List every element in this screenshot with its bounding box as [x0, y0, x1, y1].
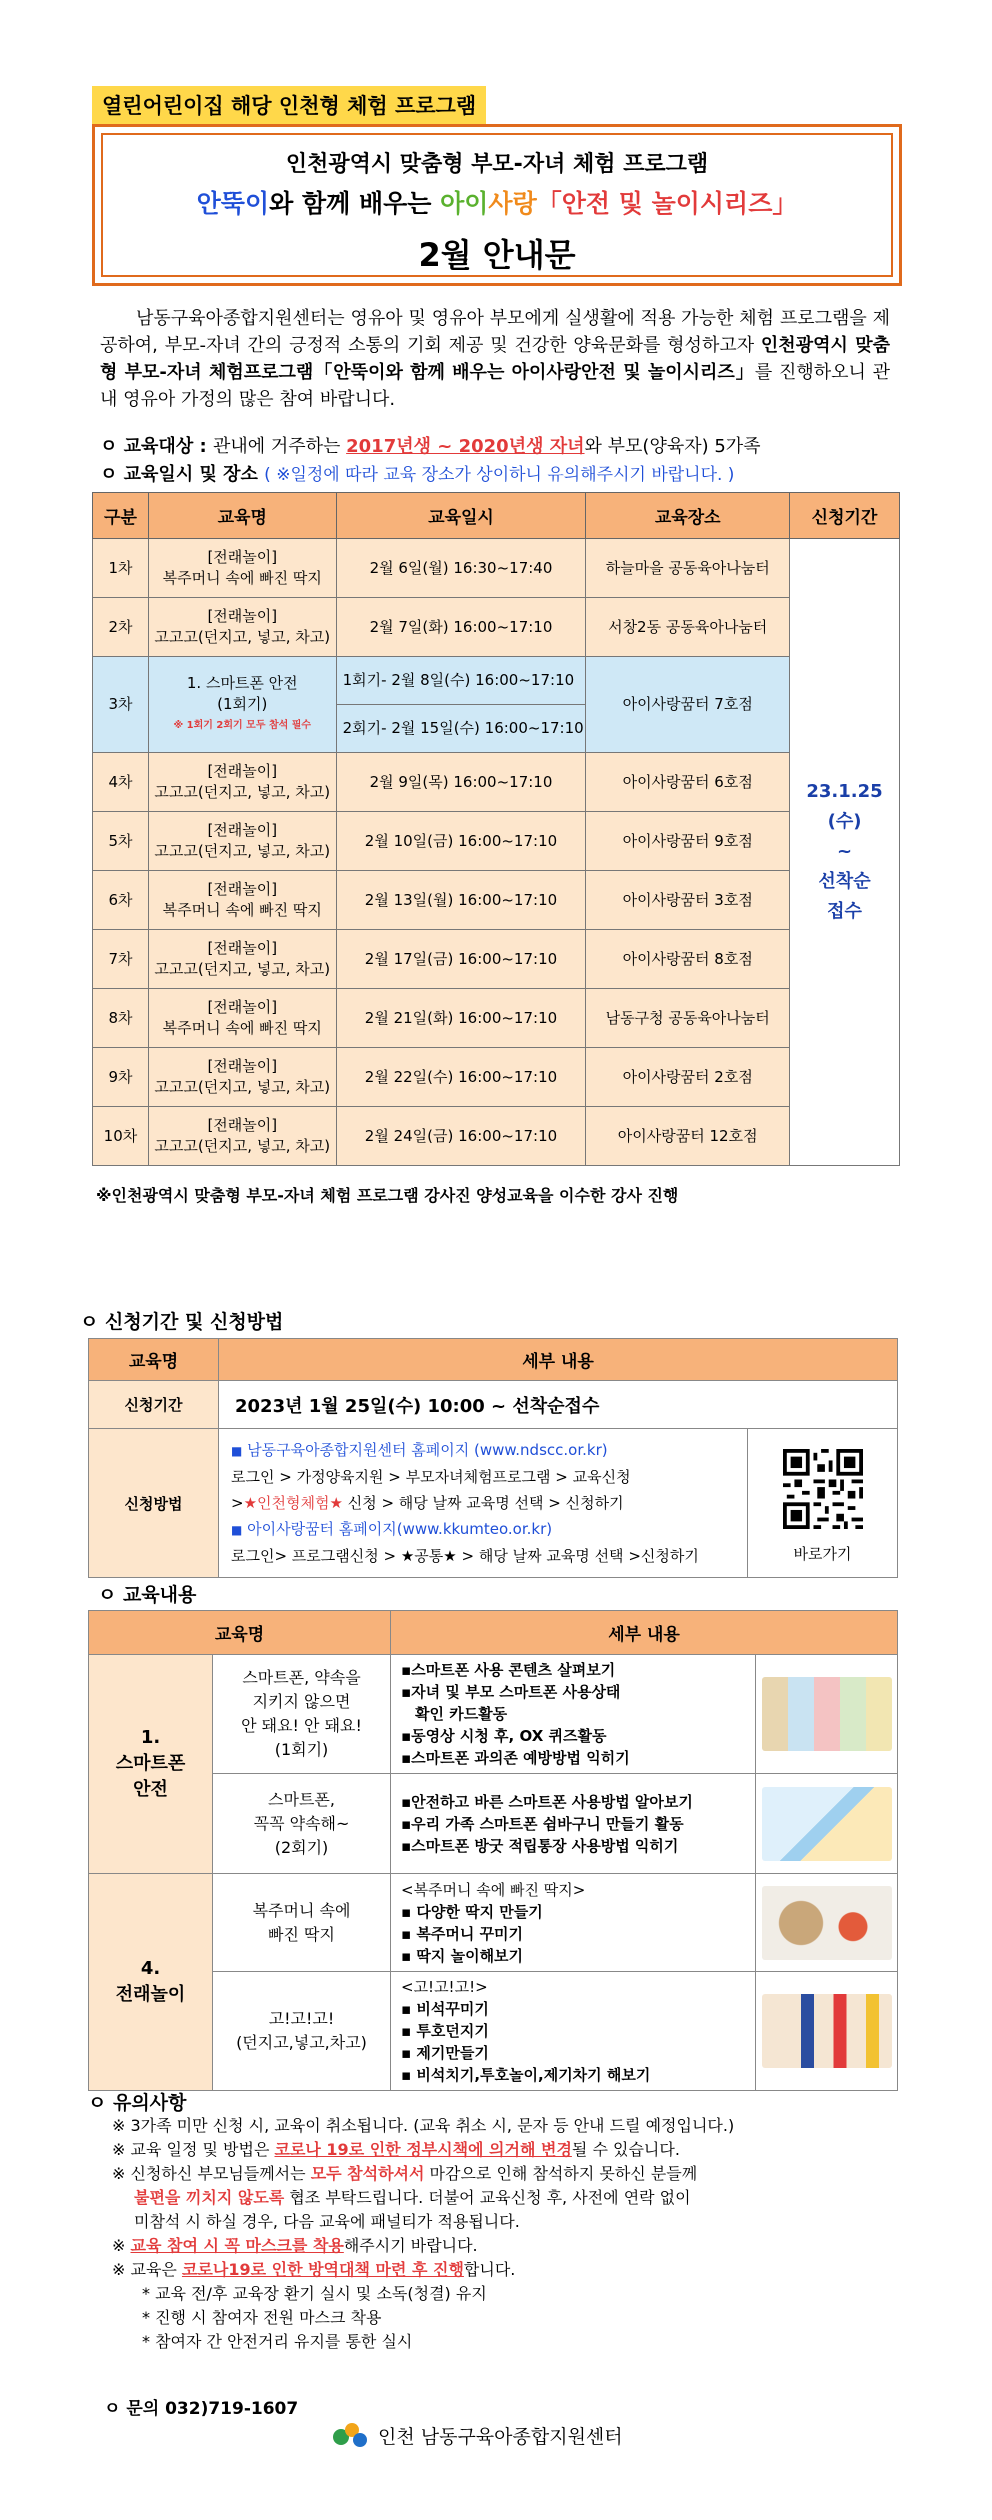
- apply-heading: ㅇ 신청기간 및 신청방법: [80, 1311, 284, 1333]
- program-tag: 열린어린이집 해당 인천형 체험 프로그램: [92, 86, 486, 124]
- date-place-line: [100, 460, 734, 486]
- apply-method-detail: [219, 1429, 748, 1578]
- row-name-tag: [전래놀이]: [207, 607, 278, 625]
- session-name: [213, 1972, 391, 2091]
- notes-heading: ㅇ 유의사항: [88, 2092, 187, 2114]
- session-name-line: 꼭꼭 약속해~: [253, 1813, 350, 1833]
- date-place-note: ( ※일정에 따라 교육 장소가 상이하니 유의해주시기 바랍니다. ): [264, 465, 735, 485]
- edu-header-row: [89, 1611, 898, 1655]
- header-no: 구분: [93, 493, 149, 539]
- row-name-title: 고고고(던지고, 넣고, 차고): [154, 628, 331, 646]
- row-name-tag: [전래놀이]: [207, 821, 278, 839]
- sub-note: * 교육 전/후 교육장 환기 실시 및 소독(청결) 유지: [142, 2284, 487, 2303]
- note-text: 협조 부탁드립니다. 더불어 교육신청 후, 사전에 연락 없이: [284, 2188, 691, 2207]
- activity-photo: [756, 1655, 898, 1774]
- row-name-title: 고고고(던지고, 넣고, 차고): [154, 1078, 331, 1096]
- row-name: [148, 753, 336, 812]
- row-no: 4차: [93, 753, 149, 812]
- row-no: 3차: [93, 657, 149, 753]
- title-series: 「안전 및 놀이시리즈」: [536, 189, 798, 218]
- row-place: 서창2동 공동육아나눔터: [586, 598, 790, 657]
- session-name-line: 고!고!고!: [268, 2009, 335, 2028]
- category-number: 1.: [140, 1727, 161, 1748]
- title-line-1: 인천광역시 맞춤형 부모-자녀 체험 프로그램: [285, 152, 709, 177]
- intro-paragraph: [100, 305, 890, 413]
- center-logo-icon: [330, 2418, 370, 2452]
- row-name: [148, 598, 336, 657]
- intro-text-3: 를 진행하오니 관내 영유아 가정의 많은 참여 바랍니다.: [100, 362, 890, 410]
- title-box: [92, 124, 902, 286]
- activity-photo: [756, 1874, 898, 1972]
- title-connector: 와 함께 배우는: [269, 189, 441, 218]
- row-no: 7차: [93, 930, 149, 989]
- row-place: 하늘마을 공동육아나눔터: [586, 539, 790, 598]
- apply-period-day: (수): [827, 811, 862, 832]
- smartphone-basket-image: [762, 1787, 892, 1861]
- target-text-b: 와 부모(양육자) 5가족: [584, 436, 761, 457]
- page-title: 2월 안내문: [418, 236, 576, 274]
- session-name-line: 스마트폰, 약속을: [242, 1668, 361, 1687]
- table-row: [93, 598, 900, 657]
- note-text: 합니다.: [463, 2260, 516, 2279]
- detail-item: ▪ 제기만들기: [401, 2044, 489, 2062]
- row-no: 10차: [93, 1107, 149, 1166]
- row-name-title: 복주머니 속에 빠진 딱지: [162, 901, 322, 919]
- row-name-title: 복주머니 속에 빠진 딱지: [162, 1019, 322, 1037]
- row-place: 아이사랑꿈터 8호점: [586, 930, 790, 989]
- note-highlight: 불편을 끼치지 않도록: [134, 2188, 285, 2207]
- ddakji-pouch-image: [762, 1886, 892, 1960]
- session-name-line: 지키지 않으면: [252, 1692, 351, 1711]
- title-brand-a: 아이: [440, 189, 489, 218]
- note-item: [112, 2258, 902, 2282]
- schedule-note: ※인천광역시 맞춤형 부모-자녀 체험 프로그램 강사진 양성교육을 이수한 강사 진행: [96, 1186, 679, 1205]
- row-place: 아이사랑꿈터 7호점: [586, 657, 790, 753]
- method-line-2: 로그인 > 가정양육지원 > 부모자녀체험프로그램 > 교육신청: [231, 1468, 631, 1486]
- detail-item: <복주머니 속에 빠진 딱지>: [401, 1880, 586, 1899]
- method-line-3-rest: 신청 > 해당 날짜 교육명 선택 > 신청하기: [342, 1494, 624, 1512]
- detail-item: 확인 카드활동: [415, 1705, 508, 1723]
- apply-method-label: 신청방법: [89, 1429, 219, 1578]
- detail-item: ▪스마트폰 사용 콘텐츠 살펴보기: [401, 1661, 616, 1679]
- row-name-warning: ※ 1회기 2회기 모두 참석 필수: [173, 720, 312, 731]
- category-title-a: 전래놀이: [115, 1984, 186, 2005]
- row-place: 아이사랑꿈터 2호점: [586, 1048, 790, 1107]
- row-name: [148, 871, 336, 930]
- sub-note: * 참여자 간 안전거리 유지를 통한 실시: [142, 2332, 413, 2351]
- note-item: [112, 2162, 902, 2186]
- apply-header-name: 교육명: [89, 1339, 219, 1381]
- detail-item: ▪우리 가족 스마트폰 쉼바구니 만들기 활동: [401, 1814, 684, 1833]
- row-date: 2월 24일(금) 16:00~17:10: [336, 1107, 586, 1166]
- detail-item: ▪ 비석꾸미기: [401, 2000, 489, 2018]
- notes-list: [112, 2114, 902, 2354]
- detail-item: ▪자녀 및 부모 스마트폰 사용상태: [401, 1683, 621, 1701]
- category-title-a: 스마트폰: [115, 1753, 186, 1774]
- detail-item: ▪ 딱지 놀이해보기: [401, 1946, 524, 1965]
- table-row: [89, 1874, 898, 1972]
- row-name-title: 복주머니 속에 빠진 딱지: [162, 569, 322, 587]
- apply-header-row: [89, 1339, 898, 1381]
- row-date-session-2: 2회기- 2월 15일(수) 16:00~17:10: [336, 705, 586, 753]
- edu-content-table: [88, 1610, 898, 2091]
- table-row: [93, 539, 900, 598]
- detail-item: ▪ 복주머니 꾸미기: [401, 1924, 524, 1943]
- apply-period-first-come: 선착순: [818, 871, 871, 892]
- method-line-5: 로그인> 프로그램신청 > ★공통★ > 해당 날짜 교육명 선택 >신청하기: [231, 1547, 699, 1565]
- session-name: [213, 1874, 391, 1972]
- square-bullet-icon: ■: [231, 1523, 243, 1537]
- row-place: 아이사랑꿈터 6호점: [586, 753, 790, 812]
- row-date: 2월 9일(목) 16:00~17:10: [336, 753, 586, 812]
- category-number: 4.: [140, 1958, 161, 1979]
- row-date-session-1: 1회기- 2월 8일(수) 16:00~17:10: [336, 657, 586, 705]
- edu-header-detail: 세부 내용: [391, 1611, 898, 1655]
- incheon-type-label: ★인천형체험★: [243, 1494, 343, 1512]
- table-row: [89, 1655, 898, 1774]
- detail-item: ▪스마트폰 과의존 예방방법 익히기: [401, 1749, 630, 1767]
- qr-cell[interactable]: [748, 1429, 898, 1578]
- session-name-line: 빠진 딱지: [268, 1924, 335, 1944]
- row-name-tag: [전래놀이]: [207, 998, 278, 1016]
- header-date: 교육일시: [336, 493, 586, 539]
- apply-header-detail: 세부 내용: [219, 1339, 898, 1381]
- note-text: ※ 교육은: [112, 2260, 182, 2279]
- ndscc-link[interactable]: 남동구육아종합지원센터 홈페이지 (www.ndscc.or.kr): [242, 1441, 608, 1459]
- row-place: 아이사랑꿈터 12호점: [586, 1107, 790, 1166]
- note-item: [112, 2234, 902, 2258]
- detail-item: ▪ 투호던지기: [401, 2022, 489, 2040]
- intro-text-1: 남동구육아종합지원센터는 영유아 및 영유아 부모에게 실생활에 적용 가능한 체험 프로그램을 제공하여, 부모-자녀 간의 긍정적 소통의 기회 제공 및 건강한 양육문화를 형성하고자: [100, 308, 890, 356]
- row-date: 2월 22일(수) 16:00~17:10: [336, 1048, 586, 1107]
- row-name: [148, 1048, 336, 1107]
- table-row: [93, 657, 900, 705]
- method-arrow: >: [231, 1494, 244, 1512]
- note-item-cont: 미참석 시 하실 경우, 다음 교육에 패널티가 적용됩니다.: [134, 2212, 520, 2231]
- edu-heading: ㅇ 교육내용: [98, 1584, 197, 1606]
- method-line-4: [231, 1516, 735, 1543]
- target-label: ㅇ 교육대상 :: [100, 436, 213, 457]
- session-name-line: 복주머니 속에: [252, 1900, 351, 1920]
- table-row: [93, 1107, 900, 1166]
- header-apply: 신청기간: [790, 493, 900, 539]
- row-date: 2월 17일(금) 16:00~17:10: [336, 930, 586, 989]
- row-name-tag: [전래놀이]: [207, 1057, 278, 1075]
- note-text: ※ 신청하신 부모님들께서는: [112, 2164, 311, 2183]
- note-text: ※ 교육 일정 및 방법은: [112, 2140, 275, 2159]
- row-no: 5차: [93, 812, 149, 871]
- header-name: 교육명: [148, 493, 336, 539]
- apply-period-tilde: ~: [836, 841, 853, 862]
- row-no: 1차: [93, 539, 149, 598]
- row-name: [148, 812, 336, 871]
- table-row: [93, 1048, 900, 1107]
- row-name: [148, 1107, 336, 1166]
- category-smartphone: [89, 1655, 213, 1874]
- row-name-title: 고고고(던지고, 넣고, 차고): [154, 842, 331, 860]
- apply-table: [88, 1338, 898, 1578]
- kkumteo-link[interactable]: 아이사랑꿈터 홈페이지(www.kkumteo.or.kr): [242, 1520, 553, 1538]
- session-detail: [391, 1972, 756, 2091]
- target-line: [100, 432, 761, 458]
- apply-period-value: 2023년 1월 25일(수) 10:00 ~ 선착순접수: [219, 1381, 898, 1429]
- schedule-header-row: [93, 493, 900, 539]
- session-detail: [391, 1655, 756, 1774]
- activity-photo: [756, 1774, 898, 1874]
- row-name-title: 고고고(던지고, 넣고, 차고): [154, 783, 331, 801]
- note-highlight: 코로나19로 인한 방역대책 마련 후 진행: [181, 2260, 464, 2279]
- intro-text-2: 인천광역시 맞춤형 부모-자녀 체험프로그램「안뚝이와 함께 배우는 아이사랑안전 및 놀이시리즈」: [100, 335, 890, 383]
- row-name-tag: [전래놀이]: [207, 1116, 278, 1134]
- detail-item: ▪ 비석치기,투호놀이,제기차기 해보기: [401, 2066, 651, 2084]
- row-place: 아이사랑꿈터 9호점: [586, 812, 790, 871]
- detail-item: ▪안전하고 바른 스마트폰 사용방법 알아보기: [401, 1792, 693, 1811]
- row-name: [148, 989, 336, 1048]
- method-line-1: [231, 1437, 735, 1464]
- table-row: [93, 989, 900, 1048]
- apply-period-row: [89, 1381, 898, 1429]
- row-name: [148, 930, 336, 989]
- traditional-games-image: [762, 1994, 892, 2068]
- category-traditional-play: [89, 1874, 213, 2091]
- header-place: 교육장소: [586, 493, 790, 539]
- row-name: [148, 539, 336, 598]
- date-place-label: ㅇ 교육일시 및 장소: [100, 464, 265, 485]
- session-detail: [391, 1774, 756, 1874]
- title-character-name: 안뚝이: [196, 189, 270, 218]
- session-name-line: (2회기): [274, 1837, 329, 1857]
- row-date: 2월 13일(월) 16:00~17:10: [336, 871, 586, 930]
- row-name-title: 1. 스마트폰 안전: [186, 674, 298, 692]
- session-name: [213, 1774, 391, 1874]
- session-name: [213, 1655, 391, 1774]
- row-name-tag: [전래놀이]: [207, 548, 278, 566]
- apply-period-date: 23.1.25: [806, 781, 883, 802]
- note-text: 해주시기 바랍니다.: [343, 2236, 478, 2255]
- apply-period-accept: 접수: [827, 901, 862, 922]
- qr-code-icon[interactable]: [783, 1449, 863, 1529]
- table-row: [93, 812, 900, 871]
- note-highlight: 교육 참여 시 꼭 마스크를 착용: [130, 2236, 344, 2255]
- note-highlight: 모두 참석하셔서: [310, 2164, 425, 2183]
- session-name-line: (던지고,넣고,차고): [236, 2033, 367, 2052]
- note-item: [112, 2138, 902, 2162]
- row-place: 남동구청 공동육아나눔터: [586, 989, 790, 1048]
- detail-item: <고!고!고!>: [401, 1978, 488, 1996]
- note-item: ※ 3가족 미만 신청 시, 교육이 취소됩니다. (교육 취소 시, 문자 등 안내 드릴 예정입니다.): [112, 2116, 735, 2135]
- row-name-title: 고고고(던지고, 넣고, 차고): [154, 1137, 331, 1155]
- row-no: 2차: [93, 598, 149, 657]
- row-no: 6차: [93, 871, 149, 930]
- table-row: [93, 930, 900, 989]
- apply-period-cell: [790, 539, 900, 1166]
- row-name-tag: [전래놀이]: [207, 880, 278, 898]
- row-no: 9차: [93, 1048, 149, 1107]
- row-name: [148, 657, 336, 753]
- contact-line: ㅇ 문의 032)719-1607: [104, 2399, 299, 2419]
- row-date: 2월 7일(화) 16:00~17:10: [336, 598, 586, 657]
- title-line-2: [103, 184, 891, 220]
- row-name-tag: [전래놀이]: [207, 762, 278, 780]
- session-name-line: (1회기): [274, 1740, 329, 1759]
- sub-note: * 진행 시 참여자 전원 마스크 착용: [142, 2308, 382, 2327]
- qr-shortcut-label[interactable]: 바로가기: [793, 1544, 852, 1563]
- row-name-session: (1회기): [217, 695, 268, 713]
- row-date: 2월 6일(월) 16:30~17:40: [336, 539, 586, 598]
- row-date: 2월 10일(금) 16:00~17:10: [336, 812, 586, 871]
- target-text-a: 관내에 거주하는: [212, 436, 347, 457]
- note-text: ※: [112, 2236, 131, 2255]
- apply-period-label: 신청기간: [89, 1381, 219, 1429]
- method-line-3: [231, 1490, 735, 1516]
- note-highlight: 코로나 19로 인한 정부시책에 의거해 변경: [274, 2140, 572, 2159]
- note-item-cont: [112, 2186, 902, 2210]
- apply-method-row: [89, 1429, 898, 1578]
- card-activity-image: [762, 1677, 892, 1751]
- footer: [330, 2418, 623, 2452]
- row-no: 8차: [93, 989, 149, 1048]
- target-highlight: 2017년생 ~ 2020년생 자녀: [346, 436, 585, 457]
- edu-header-name: 교육명: [89, 1611, 391, 1655]
- note-text: 마감으로 인해 참석하지 못하신 분들께: [424, 2164, 698, 2183]
- category-title-b: 안전: [133, 1779, 168, 1800]
- title-brand-b: 사랑: [488, 189, 537, 218]
- session-name-line: 안 돼요! 안 돼요!: [241, 1716, 362, 1735]
- detail-item: ▪동영상 시청 후, OX 퀴즈활동: [401, 1727, 607, 1745]
- row-place: 아이사랑꿈터 3호점: [586, 871, 790, 930]
- activity-photo: [756, 1972, 898, 2091]
- square-bullet-icon: ■: [231, 1444, 243, 1458]
- center-name: 인천 남동구육아종합지원센터: [378, 2425, 623, 2448]
- table-row: [93, 871, 900, 930]
- row-name-title: 고고고(던지고, 넣고, 차고): [154, 960, 331, 978]
- row-name-tag: [전래놀이]: [207, 939, 278, 957]
- detail-item: ▪ 다양한 딱지 만들기: [401, 1902, 543, 1921]
- session-detail: [391, 1874, 756, 1972]
- row-date: 2월 21일(화) 16:00~17:10: [336, 989, 586, 1048]
- table-row: [93, 753, 900, 812]
- detail-item: ▪스마트폰 방굿 적립통장 사용방법 익히기: [401, 1836, 679, 1855]
- schedule-table: [92, 492, 900, 1166]
- note-text: 될 수 있습니다.: [571, 2140, 680, 2159]
- session-name-line: 스마트폰,: [268, 1789, 335, 1809]
